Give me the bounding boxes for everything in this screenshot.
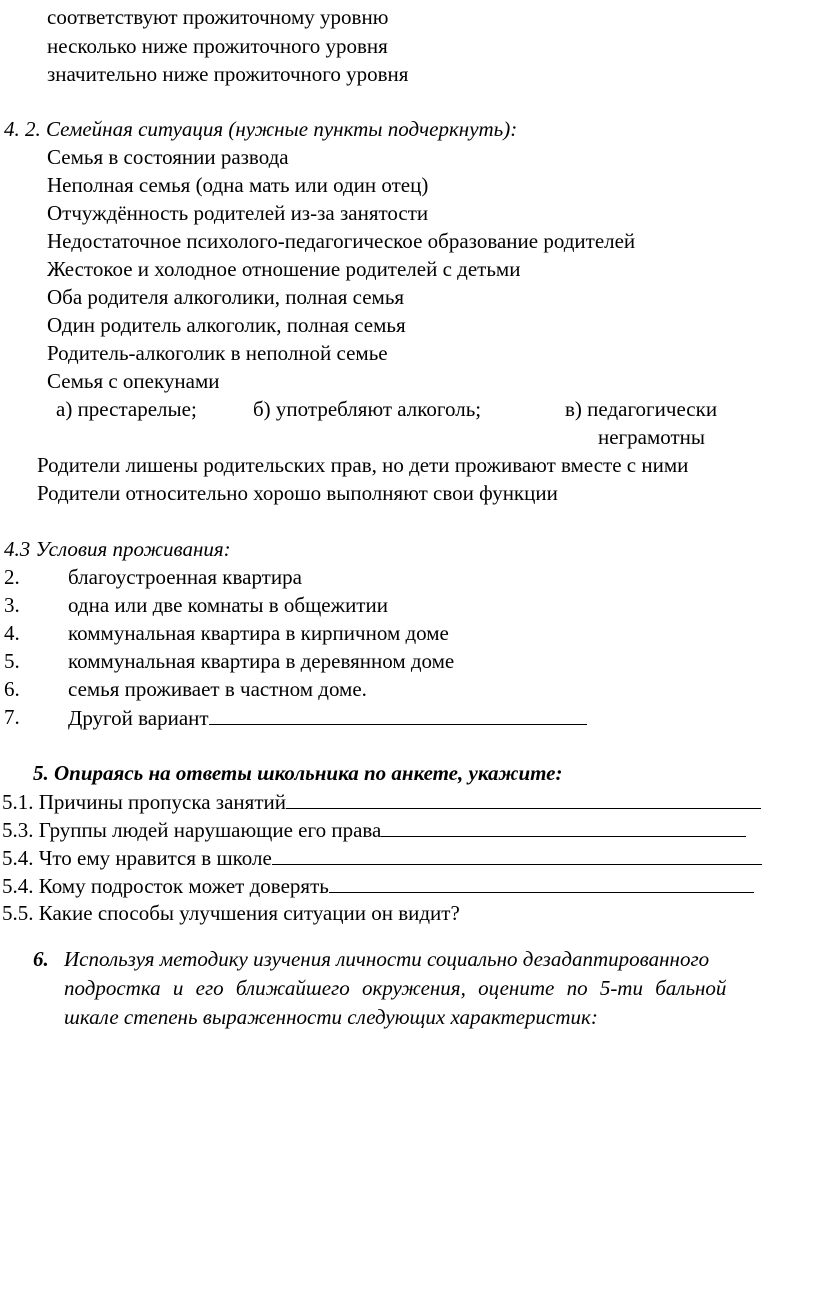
section-5-heading: 5. Опираясь на ответы школьника по анкете, укажите: (33, 761, 563, 785)
housing-num: 4. (4, 621, 20, 645)
income-option-2: несколько ниже прожиточного уровня (47, 34, 388, 58)
income-option-3: значительно ниже прожиточного уровня (47, 62, 409, 86)
question-label: 5.3. Группы людей нарушающие его права (2, 818, 382, 842)
housing-item: семья проживает в частном доме. (68, 677, 367, 701)
section-4-3-heading: 4.3 Условия проживания: (4, 537, 231, 561)
section-4-2-heading: 4. 2. Семейная ситуация (нужные пункты подчеркнуть): (4, 117, 518, 141)
answer-blank[interactable] (272, 844, 762, 865)
family-item: Отчуждённость родителей из-за занятости (47, 201, 429, 225)
survey-question (2, 816, 746, 843)
housing-other-label: Другой вариант (68, 706, 209, 730)
question-label: 5.4. Кому подросток может доверять (2, 874, 329, 898)
question-label: 5.4. Что ему нравится в школе (2, 846, 272, 870)
family-item: Оба родителя алкоголики, полная семья (47, 285, 405, 309)
answer-blank[interactable] (381, 816, 746, 837)
family-extra-item: Родители лишены родительских прав, но дети проживают вместе с ними (37, 453, 689, 477)
survey-question (2, 872, 754, 899)
answer-blank[interactable] (286, 788, 761, 809)
section-6-number: 6. (33, 947, 49, 971)
survey-question (2, 788, 761, 815)
family-extra-item: Родители относительно хорошо выполняют свои функции (37, 481, 558, 505)
housing-item: коммунальная квартира в деревянном доме (68, 649, 455, 673)
section-6-line: Используя методику изучения личности социально дезадаптированного (64, 947, 710, 971)
housing-num: 3. (4, 593, 20, 617)
answer-blank[interactable] (329, 872, 754, 893)
family-item: Жестокое и холодное отношение родителей с детьми (47, 257, 521, 281)
other-option-blank[interactable] (209, 704, 587, 725)
housing-item: коммунальная квартира в кирпичном доме (68, 621, 449, 645)
family-item: Семья с опекунами (47, 369, 220, 393)
housing-num: 6. (4, 677, 20, 701)
family-item: Недостаточное психолого-педагогическое образование родителей (47, 229, 636, 253)
section-6-line-text: подростка и его ближайшего окружения, оцените по 5-ти бальной (64, 976, 727, 1000)
survey-question (2, 844, 762, 871)
housing-item: благоустроенная квартира (68, 565, 302, 589)
housing-item-other (68, 704, 587, 731)
question-label: 5.1. Причины пропуска занятий (2, 790, 286, 814)
guardian-option-c-cont: неграмотны (598, 425, 706, 449)
section-6-text (64, 945, 814, 1032)
family-item: Семья в состоянии развода (47, 145, 289, 169)
section-6-line: шкале степень выраженности следующих характеристик: (64, 1005, 598, 1029)
guardian-option-c: в) педагогически (565, 397, 718, 421)
family-item: Родитель-алкоголик в неполной семье (47, 341, 388, 365)
guardian-option-a: а) престарелые; (56, 397, 197, 421)
housing-num: 2. (4, 565, 20, 589)
housing-num: 5. (4, 649, 20, 673)
income-option-1: соответствуют прожиточному уровню (47, 5, 389, 29)
housing-item: одна или две комнаты в общежитии (68, 593, 388, 617)
housing-num: 7. (4, 705, 20, 729)
guardian-option-b: б) употребляют алкоголь; (253, 397, 482, 421)
survey-question: 5.5. Какие способы улучшения ситуации он видит? (2, 901, 460, 925)
family-item: Неполная семья (одна мать или один отец) (47, 173, 429, 197)
section-6-line (64, 974, 814, 1003)
family-item: Один родитель алкоголик, полная семья (47, 313, 406, 337)
